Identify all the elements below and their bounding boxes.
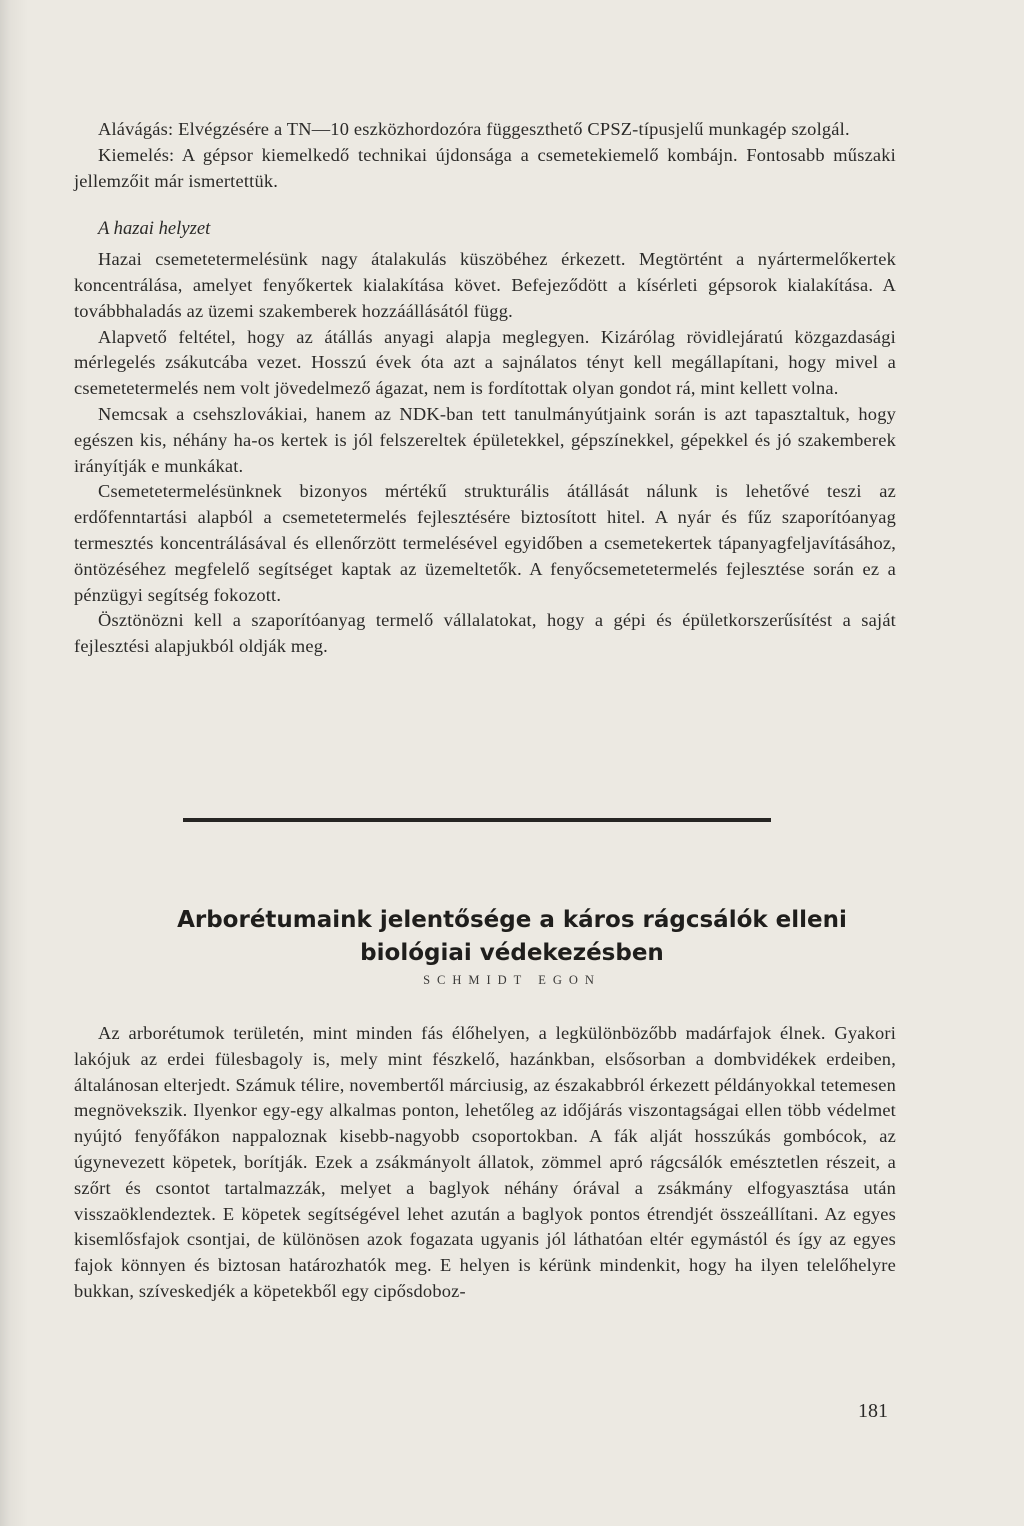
paragraph: Az arborétumok területén, mint minden fás élőhelyen, a legkülönbözőbb madárfajok élnek. Gyakori lakójuk az erdei fülesbagoly is, mely mint fészkelő, hazánkban, elsősorban a dombvidékek erdeiben, általánosan elterjedt. Számuk télire, novembertől márciusig, az északabbról érkezett példányokkal tetemesen megnövekszik. Ilyenkor egy-egy alkalmas ponton, lehetőleg az időjárás viszontagságai ellen több védelmet nyújtó fenyőfákon nappaloznak kisebb-nagyobb csoportokban. A fák alját hosszúkás gombócok, az úgynevezett köpetek, borítják. Ezek a zsákmányolt állatok, zömmel apró rágcsálók emésztetlen részeit, a szőrt és csontot tartalmazzák, melyet a baglyok néhány órával a zsákmány elfogyasztása után visszaöklendeztek. E köpetek segítségével lehet azután a baglyok pontos étrendjét összeállítani. Az egyes kisemlősfajok csontjai, de különösen azok fogazata ugyanis jól láthatóan eltér egymástól és így az egyes fajok könnyen és biztosan határozhatók meg. E helyen is kérünk mindenkit, hogy ha ilyen telelőhelyre bukkan, szíveskedjék a köpetekből egy cipősdoboz- bbox=[74, 1023, 896, 1301]
article-body bbox=[74, 1021, 896, 1305]
paragraph: Alapvető feltétel, hogy az átállás anyagi alapja meglegyen. Kizárólag rövidlejáratú közgazdasági mérlegelés zsákutcába vezet. Hosszú évek óta azt a sajnálatos tényt kell megállapítani, hogy mivel a csemetetermelés nem volt jövedelmező ágazat, nem is fordítottak olyan gondot rá, mint kellett volna. bbox=[74, 326, 896, 399]
paragraph: Csemetetermelésünknek bizonyos mértékű strukturális átállását nálunk is lehetővé teszi az erdőfenntartási alapból a csemetetermelés fejlesztésére biztosított hitel. A nyár és fűz szaporítóanyag termesztés koncentrálásával és ellenőrzött termelésével egyidőben a csemetekertek tápanyagfeljavításához, öntözéséhez megfelelő segítséget kaptak az üzemeltetők. A fenyőcsemetetermelés fejlesztése során ez a pénzügyi segítség fokozott. bbox=[74, 481, 896, 605]
paragraph: Nemcsak a csehszlovákiai, hanem az NDK-ban tett tanulmányútjaink során is azt tapasztaltuk, hogy egészen kis, néhány ha-os kertek is jól felszereltek épületekkel, gépszínekkel, gépekkel és jó szakemberek irányítják e munkákat. bbox=[74, 403, 896, 476]
spacer bbox=[74, 194, 896, 216]
paragraph: Ösztönözni kell a szaporítóanyag termelő vállalatokat, hogy a gépi és épületkorszerűsítést a saját fejlesztési alapjukból oldják meg. bbox=[74, 610, 896, 657]
article-title-line2: biológiai védekezésben bbox=[360, 940, 664, 966]
article-title-line1: Arborétumaink jelentősége a káros rágcsálók elleni bbox=[177, 907, 847, 933]
paragraph-kiemeles: Kiemelés: A gépsor kiemelkedő technikai újdonsága a csemetekiemelő kombájn. Fontosabb műszaki jellemzőit már ismertettük. bbox=[74, 144, 896, 191]
section-continuation bbox=[74, 117, 896, 660]
article-title bbox=[74, 904, 950, 970]
page-number: 181 bbox=[858, 1400, 888, 1422]
paragraph-alavagas: Alávágás: Elvégzésére a TN—10 eszközhordozóra függeszthető CPSZ-típusjelű munkagép szolgál. bbox=[98, 119, 850, 139]
article-author: SCHMIDT EGON bbox=[423, 973, 601, 987]
paragraph: Hazai csemetetermelésünk nagy átalakulás küszöbéhez érkezett. Megtörtént a nyártermelőkertek koncentrálása, amelyet fenyőkertek kialakítása követ. Befejeződött a kísérleti gépsorok kialakítása. A továbbhaladás az üzemi szakemberek hozzáállásától függ. bbox=[74, 249, 896, 321]
subheading-hazai-helyzet: A hazai helyzet bbox=[98, 218, 211, 240]
section-divider bbox=[183, 818, 771, 822]
